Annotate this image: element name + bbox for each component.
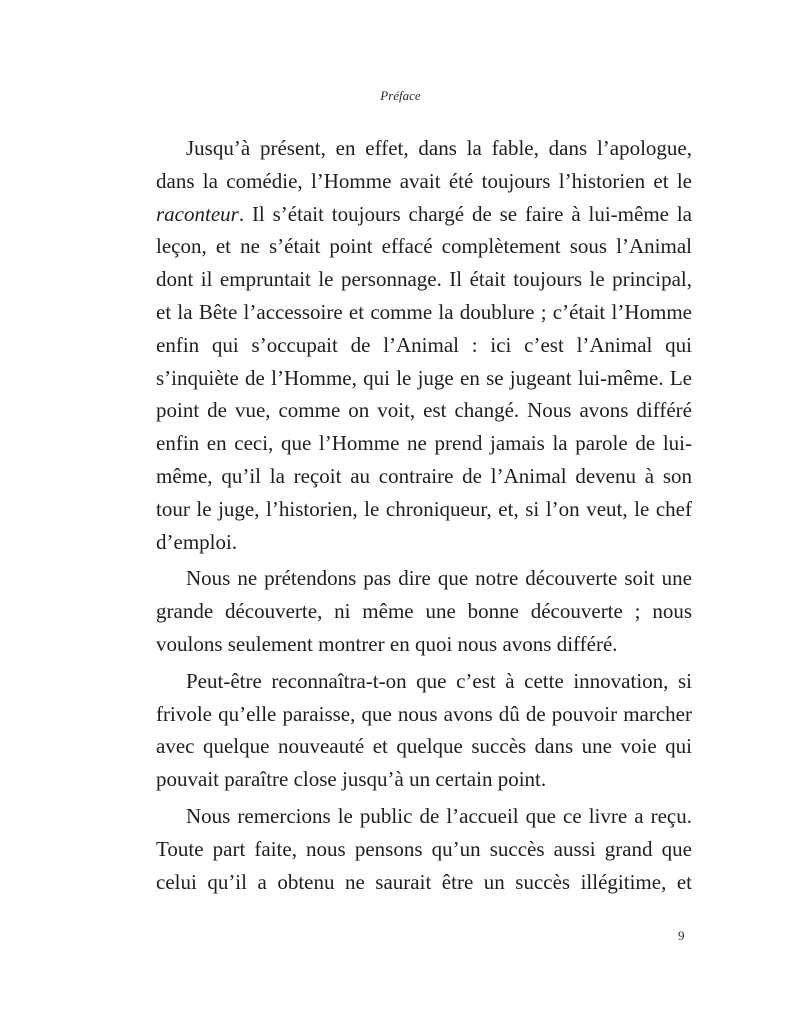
text-run: . Il s’était toujours chargé de se faire à lui-même la leçon, et ne s’était point effacé complètement sous l’Animal dont il empruntait le personnage. Il était toujours le principal, et la Bête l’accessoire et comme la doublure ; c’était l’Homme enfin qui s’occupait de l’Animal : ici c’est l’Animal qui s’inquiète de l’Homme, qui le juge en se jugeant lui-même. Le point de vue, comme on voit, est changé. Nous avons différé enfin en ceci, que l’Homme ne prend jamais la parole de lui-même, qu’il la reçoit au contraire de l’Animal devenu à son tour le juge, l’historien, le chroniqueur, et, si l’on veut, le chef d’emploi. [156, 201, 692, 554]
italic-text-run: raconteur [156, 201, 239, 226]
paragraph [156, 132, 692, 558]
text-run: Nous ne prétendons pas dire que notre découverte soit une grande découverte, ni même une bonne découverte ; nous voulons seulement montrer en quoi nous avons différé. [156, 566, 692, 656]
text-run: Jusqu’à présent, en effet, dans la fable, dans l’apologue, dans la comédie, l’Homme avait été toujours l’historien et le [156, 136, 692, 193]
text-run: Peut-être reconnaîtra-t-on que c’est à cette innovation, si frivole qu’elle paraisse, que nous avons dû de pouvoir marcher avec quelque nouveauté et quelque succès dans une voie qui pouvait paraître close jusqu’à un certain point. [156, 668, 692, 792]
paragraph [156, 665, 692, 796]
paragraph [156, 562, 692, 660]
page-number: 9 [678, 928, 685, 943]
text-run: Nous remercions le public de l’accueil que ce livre a reçu. Toute part faite, nous pensons qu’un succès aussi grand que celui qu’il a obtenu ne saurait être un succès illégitime, et [156, 803, 692, 894]
running-head: Préface [380, 88, 421, 103]
body-text [156, 132, 692, 902]
paragraph [156, 800, 692, 898]
